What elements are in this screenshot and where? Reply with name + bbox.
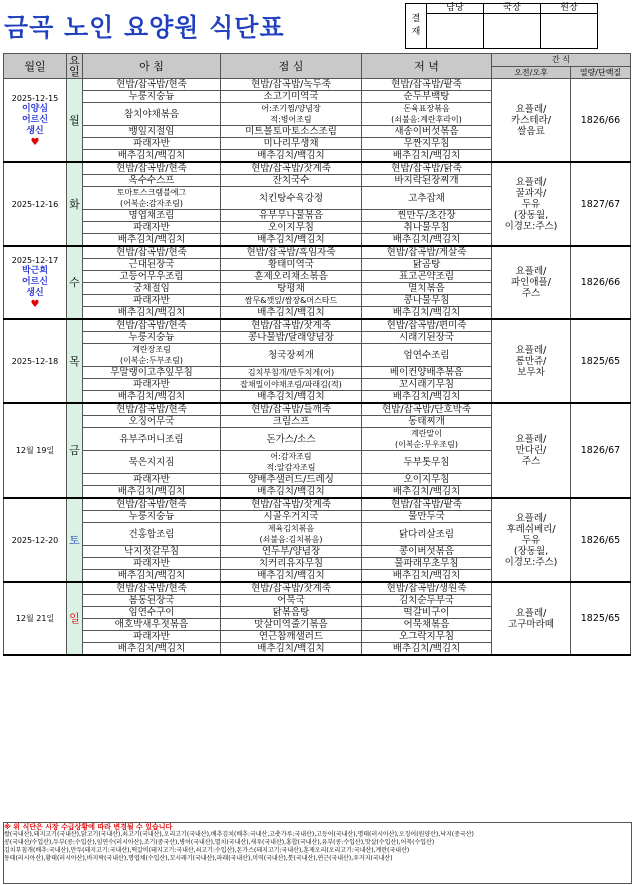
dinner-item: 멸치볶음 xyxy=(362,283,492,295)
dinner-item: 현밥/잡곡밥/단호박죽 xyxy=(362,403,492,416)
breakfast-item: 건홍합조림 xyxy=(83,523,221,546)
approval-head-staff: 담당 xyxy=(427,4,484,14)
day-of-week: 일 xyxy=(67,582,83,655)
menu-row xyxy=(4,582,631,595)
dinner-item: 콩나물무침 xyxy=(362,295,492,307)
menu-row xyxy=(4,403,631,416)
lunch-item: 현밥/잡곡밥/들깨죽 xyxy=(221,403,362,416)
breakfast-item: 배추김치/백김치 xyxy=(83,391,221,404)
breakfast-item: 낙지젓갈무침 xyxy=(83,546,221,558)
breakfast-item: 옥수수스프 xyxy=(83,175,221,187)
lunch-item: 오이지무침 xyxy=(221,222,362,234)
breakfast-item: 명엽채조림 xyxy=(83,210,221,222)
breakfast-item: 계란장조림 (이복순:두부조림) xyxy=(83,344,221,367)
calorie-protein: 1826/66 xyxy=(571,246,631,319)
dinner-item: 배추김치/백김치 xyxy=(362,391,492,404)
day-date-text: 2025-12-16 xyxy=(11,199,59,209)
snack-cell: 요플레/ 꿀과자/ 두유 (장동월, 이경모:주스) xyxy=(492,162,571,246)
breakfast-item: 임연수구이 xyxy=(83,607,221,619)
heart-icon: ♥ xyxy=(30,299,40,310)
approval-sign-director[interactable] xyxy=(484,14,541,49)
day-date xyxy=(4,246,67,319)
lunch-item: 김치부침개/만두치게(어) xyxy=(221,367,362,379)
day-of-week: 월 xyxy=(67,79,83,163)
lunch-item: 콩나물밥/달래양념장 xyxy=(221,332,362,344)
day-date xyxy=(4,79,67,163)
day-of-week: 금 xyxy=(67,403,83,498)
footer-warning: ※ 위 식단은 시장 수급상황에 따라 변경될 수 있습니다 xyxy=(4,823,173,831)
day-date xyxy=(4,403,67,498)
breakfast-item: 현밥/잡곡밥/현죽 xyxy=(83,319,221,332)
snack-cell: 요플레/ 후레쉬베리/ 두유 (장동월, 이경모:주스) xyxy=(492,498,571,582)
calorie-protein: 1825/65 xyxy=(571,319,631,403)
breakfast-item: 누룽지숭늉 xyxy=(83,332,221,344)
lunch-item: 제육김치볶음 (쇠불음:김치볶음) xyxy=(221,523,362,546)
lunch-item: 현밥/잡곡밥/흑임자죽 xyxy=(221,246,362,259)
breakfast-item: 현밥/잡곡밥/현죽 xyxy=(83,246,221,259)
dinner-item: 배추김치/백김치 xyxy=(362,486,492,499)
snack-cell: 요플레/ 파인애플/ 주스 xyxy=(492,246,571,319)
dinner-item: 현밥/잡곡밥/편미죽 xyxy=(362,319,492,332)
breakfast-item: 파래자반 xyxy=(83,474,221,486)
breakfast-item: 묵은지지짐 xyxy=(83,451,221,474)
lunch-item: 연두부/양념장 xyxy=(221,546,362,558)
lunch-item: 어묵국 xyxy=(221,595,362,607)
dinner-item: 물만두국 xyxy=(362,511,492,523)
heart-icon: ♥ xyxy=(30,136,40,148)
dinner-item: 돈육표장볶음 (쇠불음:계란후라이) xyxy=(362,103,492,126)
lunch-item: 잡채밀이야채조림/파래김(적) xyxy=(221,379,362,391)
breakfast-item: 애호박새우젓볶음 xyxy=(83,619,221,631)
approval-head-director: 국장 xyxy=(484,4,541,14)
breakfast-item: 현밥/잡곡밥/현죽 xyxy=(83,79,221,91)
breakfast-item: 파래자반 xyxy=(83,379,221,391)
snack-cell: 요플레/ 카스테라/ 쌀음료 xyxy=(492,79,571,163)
dinner-item: 물파래무초무침 xyxy=(362,558,492,570)
day-of-week: 토 xyxy=(67,498,83,582)
calorie-protein: 1827/67 xyxy=(571,162,631,246)
breakfast-item: 배추김치/백김치 xyxy=(83,486,221,499)
lunch-item: 치킨탕수육강정 xyxy=(221,187,362,210)
lunch-item: 돈가스/소스 xyxy=(221,428,362,451)
lunch-item: 양배추샐러드/드레싱 xyxy=(221,474,362,486)
lunch-item: 배추김치/백김치 xyxy=(221,391,362,404)
dinner-item: 바지락된장찌개 xyxy=(362,175,492,187)
dinner-item: 새송이버섯볶음 xyxy=(362,126,492,138)
col-dow: 요일 xyxy=(67,54,83,79)
lunch-item: 현밥/잡곡밥/잣계죽 xyxy=(221,319,362,332)
breakfast-item: 파래자반 xyxy=(83,558,221,570)
calorie-protein: 1826/67 xyxy=(571,403,631,498)
lunch-item: 배추김치/백김치 xyxy=(221,234,362,247)
breakfast-item: 파래자반 xyxy=(83,222,221,234)
snack-cell: 요플레/ 만다린/ 주스 xyxy=(492,403,571,498)
dinner-item: 콩이버섯볶음 xyxy=(362,546,492,558)
breakfast-item: 파래자반 xyxy=(83,138,221,150)
lunch-item: 유부무나물볶음 xyxy=(221,210,362,222)
approval-box xyxy=(405,3,598,49)
lunch-item: 탕평채 xyxy=(221,283,362,295)
breakfast-item: 궁채절임 xyxy=(83,283,221,295)
dinner-item: 고추잡채 xyxy=(362,187,492,210)
day-date xyxy=(4,498,67,582)
day-date-text: 12월 21일 xyxy=(15,614,55,623)
col-date: 월일 xyxy=(4,54,67,79)
breakfast-item: 배추김치/백김치 xyxy=(83,307,221,320)
dinner-item: 어묵채볶음 xyxy=(362,619,492,631)
lunch-item: 잔치국수 xyxy=(221,175,362,187)
day-of-week: 수 xyxy=(67,246,83,319)
dinner-item: 엄연수조림 xyxy=(362,344,492,367)
dinner-item: 현밥/잡곡밥/게살죽 xyxy=(362,246,492,259)
day-date-text: 2025-12-15 xyxy=(11,93,59,103)
lunch-item: 크림스프 xyxy=(221,416,362,428)
breakfast-item: 근대된장국 xyxy=(83,259,221,271)
dinner-item: 표고곤약조림 xyxy=(362,271,492,283)
breakfast-item: 현밥/잡곡밥/현죽 xyxy=(83,582,221,595)
breakfast-item: 봄동된장국 xyxy=(83,595,221,607)
calorie-protein: 1826/65 xyxy=(571,498,631,582)
dinner-item: 현밥/잡곡밥/팥죽 xyxy=(362,498,492,511)
approval-head-chief: 원장 xyxy=(541,4,598,14)
col-calories: 열량/단백질 xyxy=(571,66,631,79)
day-date-text: 2025-12-20 xyxy=(11,535,59,545)
dinner-item: 오이지무침 xyxy=(362,474,492,486)
approval-sign-chief[interactable] xyxy=(541,14,598,49)
menu-row xyxy=(4,319,631,332)
breakfast-item: 배추김치/백김치 xyxy=(83,570,221,583)
dinner-item: 배추김치/백김치 xyxy=(362,150,492,163)
dinner-item: 닭곰탕 xyxy=(362,259,492,271)
dinner-item: 시래기된장국 xyxy=(362,332,492,344)
dinner-item: 무짠지무침 xyxy=(362,138,492,150)
lunch-item: 맛살미역줄기볶음 xyxy=(221,619,362,631)
dinner-item: 두부톳무침 xyxy=(362,451,492,474)
day-date-text: 2025-12-17 xyxy=(11,256,59,265)
lunch-item: 연근참깨샐러드 xyxy=(221,631,362,643)
menu-table xyxy=(3,53,631,656)
lunch-item: 현밥/잡곡밥/잣계죽 xyxy=(221,498,362,511)
lunch-item: 현밥/잡곡밥/잣계죽 xyxy=(221,582,362,595)
dinner-item: 배추김치/백김치 xyxy=(362,570,492,583)
day-date xyxy=(4,319,67,403)
page-title: 금곡 노인 요양원 식단표 xyxy=(4,13,285,42)
breakfast-item: 배추김치/백김치 xyxy=(83,234,221,247)
col-snack: 간 식 xyxy=(492,54,631,67)
lunch-item: 시골우거지국 xyxy=(221,511,362,523)
dinner-item: 베이컨양배추볶음 xyxy=(362,367,492,379)
col-lunch: 점 심 xyxy=(221,54,362,79)
dinner-item: 배추김치/백김치 xyxy=(362,643,492,656)
birthday-note: 박근희 어르신 생신 xyxy=(21,266,49,298)
origin-line: 콩(국내산/수입산),두부(콩:수입산),임연수(러시아산),조기(중국산),병어(국내산),멸치(국내산),새우(국내산),홍합(국내산),유부(콩:수입산),맛살(수입산),어묵(수입산) xyxy=(4,839,435,846)
lunch-item: 쌈무&깻잎/쌈장&머스타드 xyxy=(221,295,362,307)
breakfast-item: 배추김치/백김치 xyxy=(83,150,221,163)
dinner-item: 현밥/잡곡밥/닭죽 xyxy=(362,162,492,175)
dinner-item: 오그락지무침 xyxy=(362,631,492,643)
lunch-item: 청국장찌개 xyxy=(221,344,362,367)
dinner-item: 계란말이 (이복순:무우조림) xyxy=(362,428,492,451)
calorie-protein: 1826/66 xyxy=(571,79,631,163)
footer-notes xyxy=(3,822,632,884)
calorie-protein: 1825/65 xyxy=(571,582,631,655)
breakfast-item: 토마토스크램블에그 (어복순:감자조림) xyxy=(83,187,221,210)
lunch-item: 배추김치/백김치 xyxy=(221,486,362,499)
lunch-item: 미나리무생채 xyxy=(221,138,362,150)
breakfast-item: 고등어무우조림 xyxy=(83,271,221,283)
dinner-item: 동태찌개 xyxy=(362,416,492,428)
dinner-item: 찐만두/초간장 xyxy=(362,210,492,222)
approval-sign-staff[interactable] xyxy=(427,14,484,49)
breakfast-item: 참치야채볶음 xyxy=(83,103,221,126)
snack-cell: 요플레/ 롱만쥬/ 보무차 xyxy=(492,319,571,403)
lunch-item: 배추김치/백김치 xyxy=(221,643,362,656)
col-breakfast: 아 침 xyxy=(83,54,221,79)
breakfast-item: 유부주머니조림 xyxy=(83,428,221,451)
dinner-item: 순두부백탕 xyxy=(362,91,492,103)
lunch-item: 어:조기찜/양념장 적:병어조림 xyxy=(221,103,362,126)
breakfast-item: 무말랭이고추잎무침 xyxy=(83,367,221,379)
lunch-item: 배추김치/백김치 xyxy=(221,307,362,320)
dinner-item: 취나물무침 xyxy=(362,222,492,234)
dinner-item: 떡갈비구이 xyxy=(362,607,492,619)
breakfast-item: 뱅잎지절임 xyxy=(83,126,221,138)
lunch-item: 황태미역국 xyxy=(221,259,362,271)
page-header xyxy=(0,0,635,52)
breakfast-item: 오징어무국 xyxy=(83,416,221,428)
breakfast-item: 파래자반 xyxy=(83,631,221,643)
day-of-week: 화 xyxy=(67,162,83,246)
col-dinner: 저 녁 xyxy=(362,54,492,79)
lunch-item: 현밥/잡곡밥/잣계죽 xyxy=(221,162,362,175)
lunch-item: 훈제오리채소볶음 xyxy=(221,271,362,283)
menu-row xyxy=(4,498,631,511)
menu-row xyxy=(4,246,631,259)
origin-line: 동태(러시아산),황태(러시아산),바지락(국내산),명엽채(수입산),꼬시래기(국내산),파래(국내산),미역(국내산),톳(국내산),연근(국내산),우거지(국내산) xyxy=(4,855,393,862)
menu-body xyxy=(4,79,631,656)
lunch-item: 미트볼토마토소스조림 xyxy=(221,126,362,138)
dinner-item: 배추김치/백김치 xyxy=(362,307,492,320)
birthday-note: 이양심 어르신 생신 xyxy=(21,103,49,136)
day-date xyxy=(4,162,67,246)
lunch-item: 소고기미역국 xyxy=(221,91,362,103)
col-snack-sub: 오전/오후 xyxy=(492,66,571,79)
day-date xyxy=(4,582,67,655)
lunch-item: 치커리유자무침 xyxy=(221,558,362,570)
day-date-text: 12월 19일 xyxy=(15,446,55,455)
dinner-item: 닭다리살조림 xyxy=(362,523,492,546)
dinner-item: 현밥/잡곡밥/팥죽 xyxy=(362,79,492,91)
day-date-text: 2025-12-18 xyxy=(11,356,59,366)
dinner-item: 꼬시래기무침 xyxy=(362,379,492,391)
origin-line: 김치부침개(배추:국내산),만두(돼지고기:국내산),떡갈비(돼지고기:국내산,쇠고기:수입산),돈가스(돼지고기:국내산),훈제오리(오리고기:국내산),계란(국내산) xyxy=(4,847,410,854)
breakfast-item: 배추김치/백김치 xyxy=(83,643,221,656)
breakfast-item: 현밥/잡곡밥/현죽 xyxy=(83,403,221,416)
breakfast-item: 현밥/잡곡밥/현죽 xyxy=(83,498,221,511)
dinner-item: 현밥/잡곡밥/생원죽 xyxy=(362,582,492,595)
breakfast-item: 현밥/잡곡밥/현죽 xyxy=(83,162,221,175)
lunch-item: 배추김치/백김치 xyxy=(221,150,362,163)
menu-row xyxy=(4,79,631,91)
lunch-item: 현밥/잡곡밥/녹두죽 xyxy=(221,79,362,91)
breakfast-item: 파래자반 xyxy=(83,295,221,307)
lunch-item: 어:감자조림 적:알감자조림 xyxy=(221,451,362,474)
menu-row xyxy=(4,162,631,175)
approval-label: 결 재 xyxy=(406,4,427,49)
lunch-item: 배추김치/백김치 xyxy=(221,570,362,583)
day-of-week: 목 xyxy=(67,319,83,403)
breakfast-item: 누룽지숭늉 xyxy=(83,511,221,523)
dinner-item: 김치순두부국 xyxy=(362,595,492,607)
snack-cell: 요플레/ 고구마라떼 xyxy=(492,582,571,655)
lunch-item: 닭볶음탕 xyxy=(221,607,362,619)
dinner-item: 배추김치/백김치 xyxy=(362,234,492,247)
origin-line: 쌀(국내산),돼지고기(국내산),닭고기(국내산),쇠고기(국내산),오리고기(국내산),배추김치(배추:국내산,고춧가루:국내산),고등어(국내산),명태(러시아산),오징어(원양산),낙지(중국산) xyxy=(4,831,474,838)
breakfast-item: 누룽지숭늉 xyxy=(83,91,221,103)
